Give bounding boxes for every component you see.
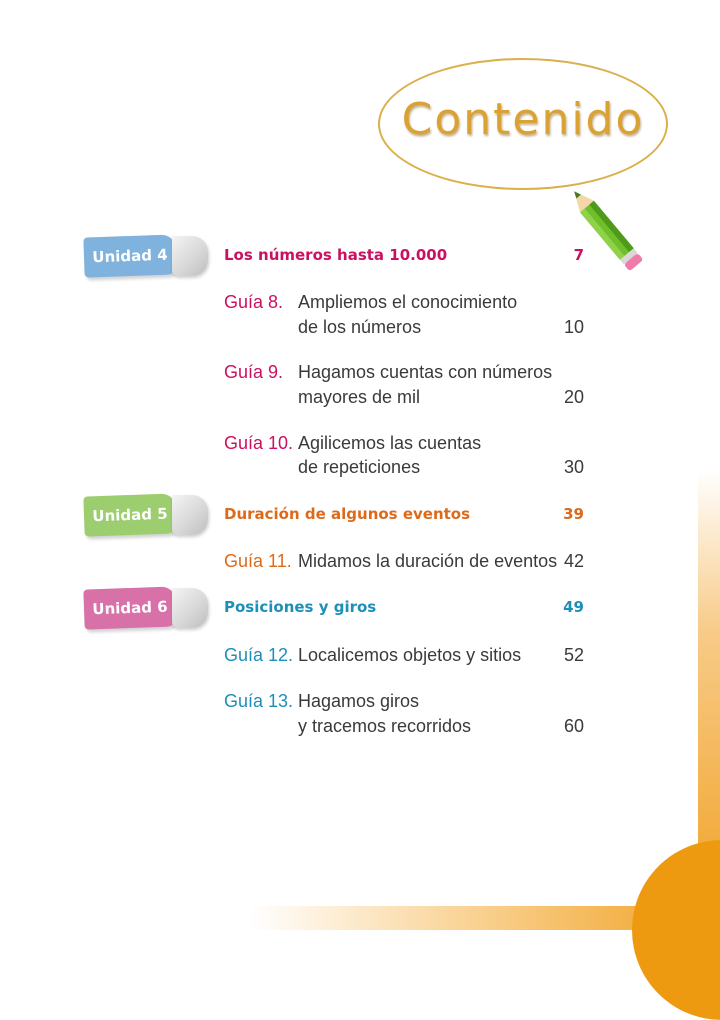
unit-page-5: 39 [563, 505, 584, 523]
unit-tab-curl [172, 236, 208, 276]
unit-heading-6[interactable]: Posiciones y giros [224, 598, 377, 616]
guide-page: 30 [563, 457, 584, 477]
guide-page: 20 [563, 387, 584, 407]
unit-tab-6[interactable]: Unidad 6 [83, 586, 176, 629]
guide-label: Guía 11. [224, 551, 292, 571]
guide-title-line1[interactable]: Midamos la duración de eventos [298, 551, 558, 571]
guide-label: Guía 13. [224, 691, 294, 711]
guide-label: Guía 12. [224, 645, 294, 665]
decorative-corner-circle [632, 840, 720, 1020]
guide-label: Guía 9. [224, 362, 284, 382]
guide-title-line1[interactable]: Hagamos cuentas con números [298, 362, 553, 382]
guide-title-line1[interactable]: Localicemos objetos y sitios [298, 645, 522, 665]
guide-title-line1[interactable]: Ampliemos el conocimiento [298, 292, 518, 312]
guide-page: 60 [563, 716, 584, 736]
guide-title-line1[interactable]: Agilicemos las cuentas [298, 433, 482, 453]
guide-title-line2[interactable]: y tracemos recorridos [298, 716, 472, 736]
unit-heading-5[interactable]: Duración de algunos eventos [224, 505, 471, 523]
guide-title-line2[interactable]: mayores de mil [298, 387, 421, 407]
guide-label: Guía 8. [224, 292, 284, 312]
unit-tab-curl [172, 495, 208, 535]
guide-page: 52 [563, 645, 584, 665]
guide-label: Guía 10. [224, 433, 294, 453]
unit-page-4: 7 [573, 246, 584, 264]
unit-heading-4[interactable]: Los números hasta 10.000 [224, 246, 448, 264]
guide-page: 10 [563, 317, 584, 337]
guide-title-line1[interactable]: Hagamos giros [298, 691, 420, 711]
unit-page-6: 49 [563, 598, 584, 616]
guide-page: 42 [563, 551, 584, 571]
page-title: Contenido [401, 94, 645, 145]
unit-tab-4[interactable]: Unidad 4 [83, 234, 176, 277]
unit-tab-curl [172, 588, 208, 628]
guide-title-line2[interactable]: de los números [298, 317, 422, 337]
guide-title-line2[interactable]: de repeticiones [298, 457, 421, 477]
unit-tab-5[interactable]: Unidad 5 [83, 493, 176, 536]
